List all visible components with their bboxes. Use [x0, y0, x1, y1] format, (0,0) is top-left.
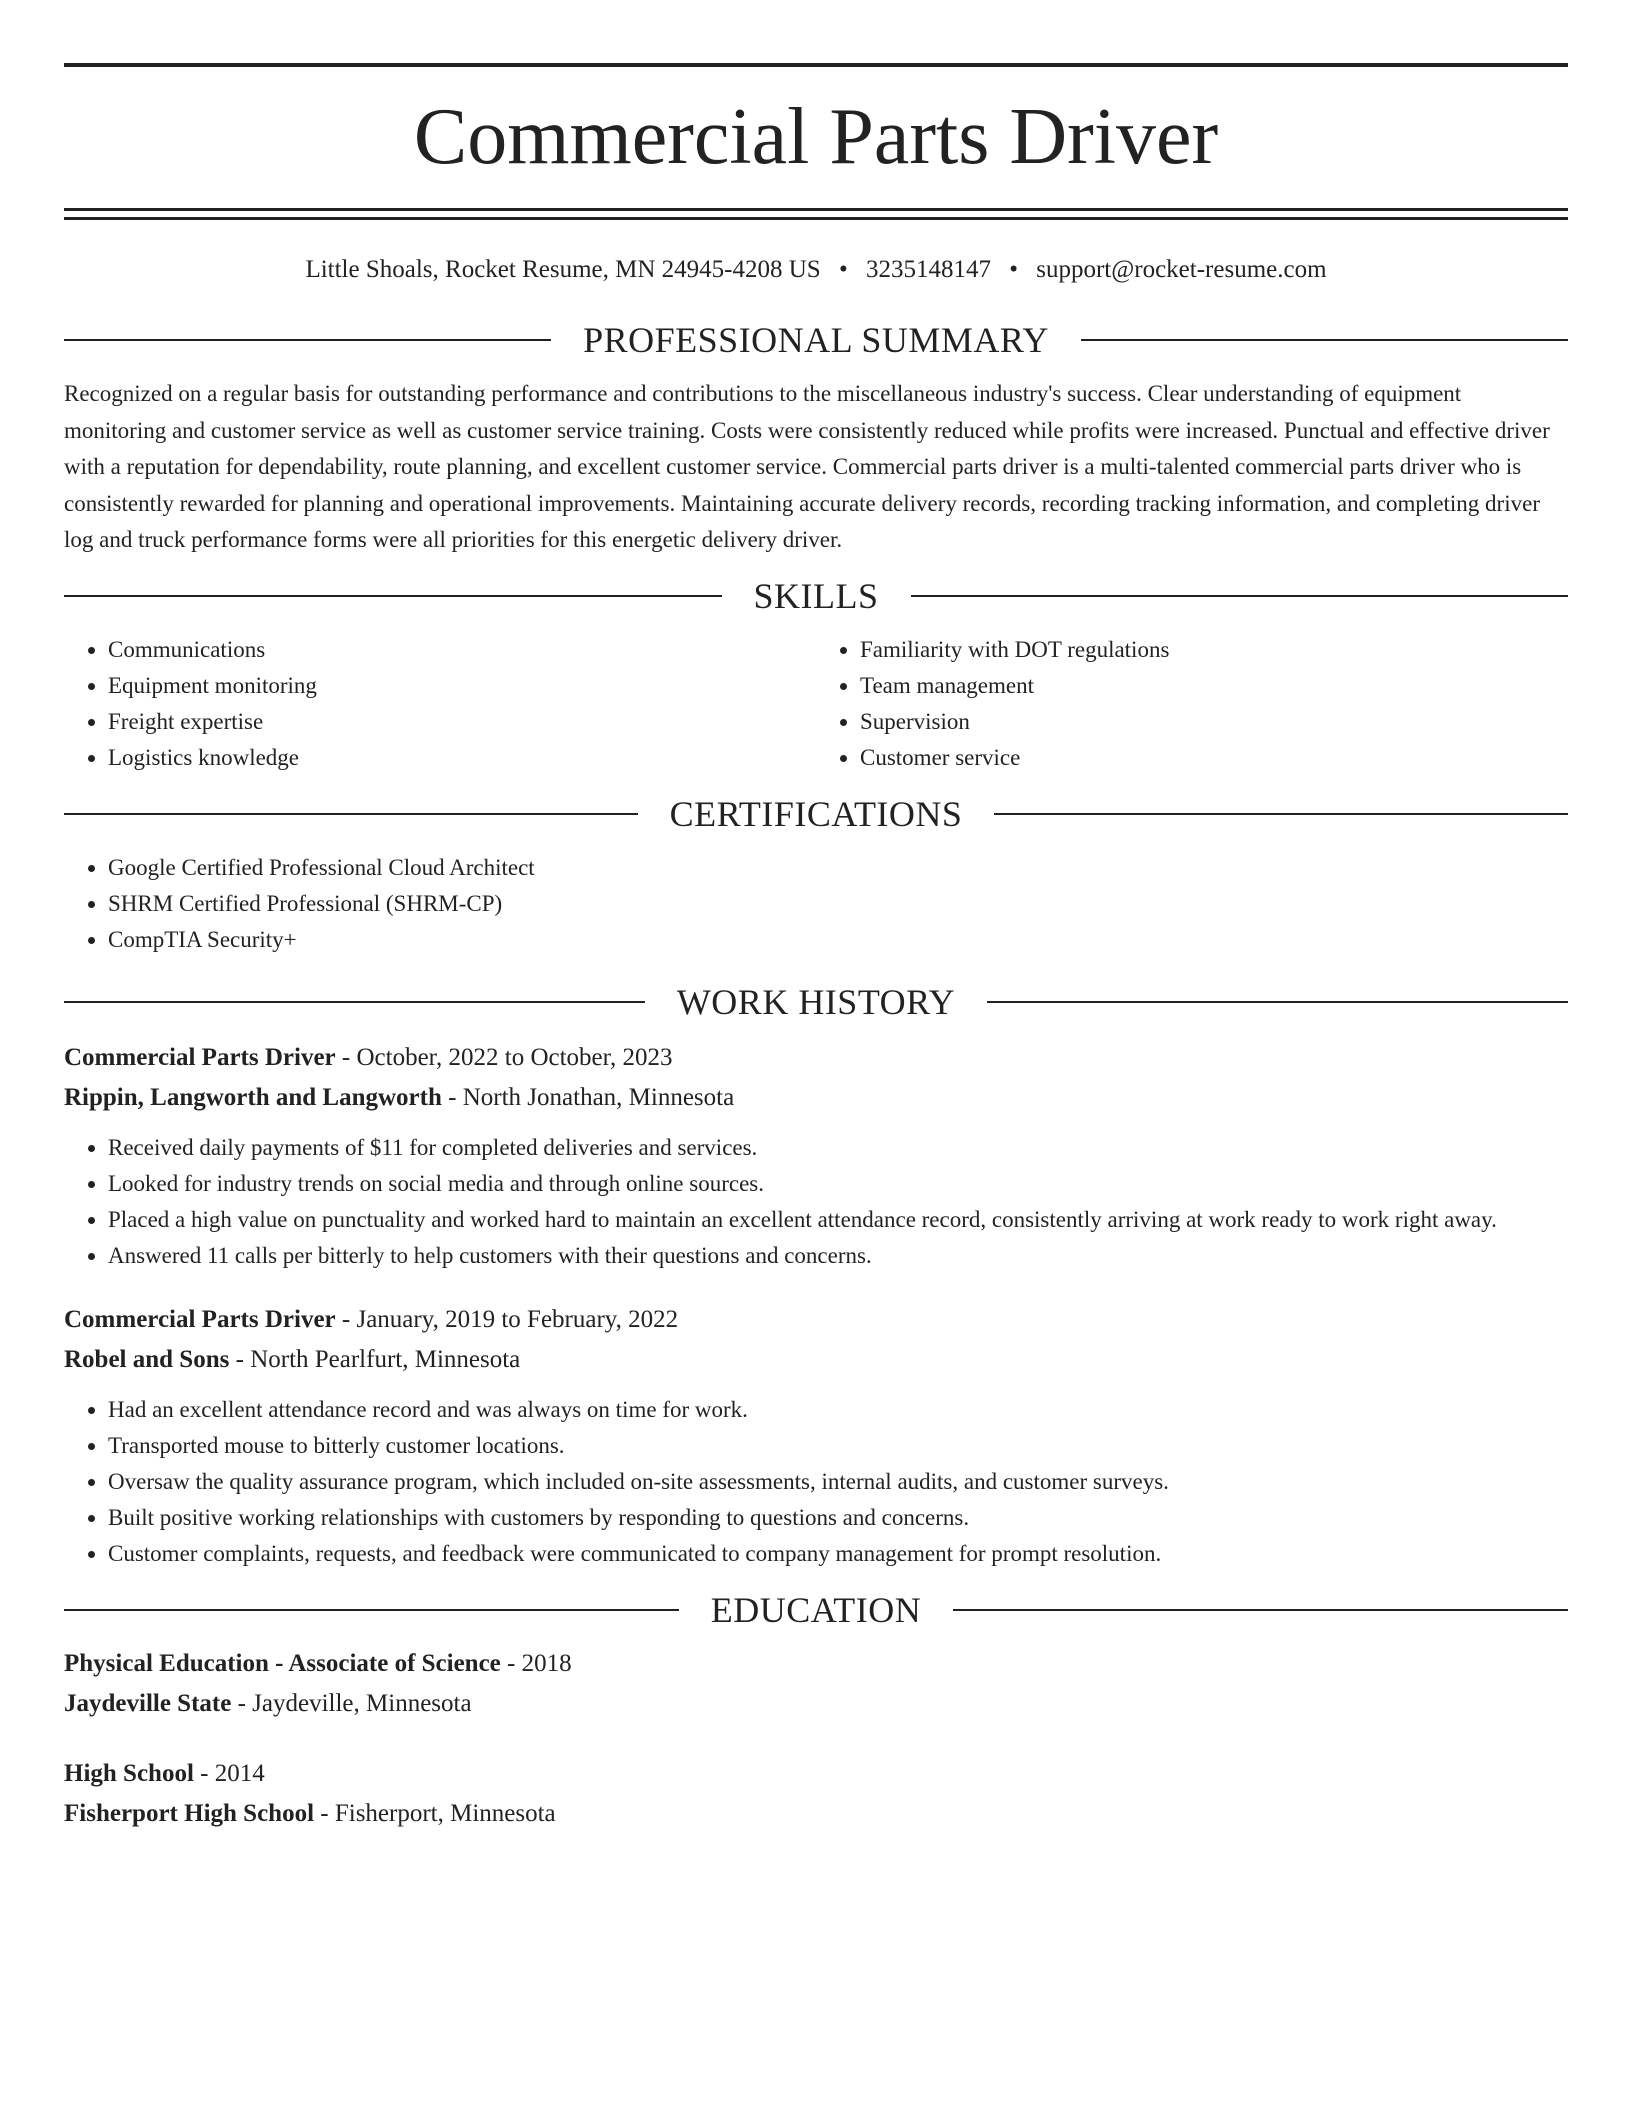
skills-list: [64, 632, 1568, 776]
job-dates: October, 2022 to October, 2023: [356, 1043, 673, 1071]
education-school: Jaydeville State: [64, 1689, 232, 1717]
education-year: 2014: [214, 1759, 265, 1787]
section-title: CERTIFICATIONS: [669, 793, 963, 834]
list-item: • Placed a high value on punctuality and worked hard to maintain an excellent attendance record, consistently arriving at work ready to work right away.: [108, 1202, 1568, 1238]
certifications-heading: [64, 792, 1568, 836]
skills-heading: [64, 574, 1568, 618]
list-item: • Freight expertise: [108, 704, 816, 740]
education-entry: [64, 1644, 1568, 1724]
divider: [911, 595, 1569, 597]
section-title: PROFESSIONAL SUMMARY: [583, 320, 1049, 360]
divider: [994, 813, 1568, 815]
contact-address: Little Shoals, Rocket Resume, MN 24945-4208 US: [305, 256, 821, 283]
education-degree-line: High School - 2014: [64, 1759, 265, 1787]
section-title: SKILLS: [753, 575, 879, 616]
divider: [953, 1609, 1568, 1611]
education-location: Fisherport, Minnesota: [334, 1799, 556, 1827]
job-bullets: [64, 1392, 1568, 1572]
list-item: • Google Certified Professional Cloud Architect: [108, 850, 1568, 886]
list-item: • Equipment monitoring: [108, 668, 816, 704]
job-company-line: Robel and Sons - North Pearlfurt, Minnesota: [64, 1345, 521, 1373]
job-company-line: Rippin, Langworth and Langworth - North Jonathan, Minnesota: [64, 1083, 735, 1111]
section-title: EDUCATION: [710, 1589, 922, 1630]
list-item: • Received daily payments of $11 for completed deliveries and services.: [108, 1130, 1568, 1166]
divider: [64, 1001, 645, 1003]
contact-separator: •: [838, 256, 848, 283]
candidate-name: Commercial Parts Driver: [413, 93, 1219, 181]
job-location: North Jonathan, Minnesota: [462, 1083, 735, 1111]
certifications-list: [64, 850, 1568, 958]
education-location: Jaydeville, Minnesota: [252, 1689, 472, 1717]
top-rule: [64, 63, 1568, 67]
education-degree: High School: [64, 1759, 194, 1787]
divider: [987, 1001, 1568, 1003]
job-entry: [64, 1038, 1568, 1274]
list-item: • Customer complaints, requests, and feedback were communicated to company management for prompt resolution.: [108, 1536, 1568, 1572]
job-bullets: [64, 1130, 1568, 1274]
list-item: • Supervision: [860, 704, 1568, 740]
list-item: • Communications: [108, 632, 816, 668]
work-history-heading: [64, 980, 1568, 1024]
section-title: WORK HISTORY: [676, 981, 956, 1022]
job-location: North Pearlfurt, Minnesota: [250, 1345, 521, 1373]
job-entry: [64, 1300, 1568, 1572]
education-year: 2018: [521, 1649, 572, 1677]
list-item: • Customer service: [860, 740, 1568, 776]
contact-email: support@rocket-resume.com: [1036, 256, 1327, 283]
skills-column-left: [64, 632, 816, 776]
job-role: Commercial Parts Driver: [64, 1305, 336, 1333]
job-company: Rippin, Langworth and Langworth: [64, 1083, 442, 1111]
education-school: Fisherport High School: [64, 1799, 315, 1827]
list-item: • Logistics knowledge: [108, 740, 816, 776]
list-item: • Looked for industry trends on social media and through online sources.: [108, 1166, 1568, 1202]
contact-separator: •: [1009, 256, 1018, 283]
contact-line: [64, 255, 1568, 285]
divider: [64, 339, 551, 341]
list-item: • Transported mouse to bitterly customer locations.: [108, 1428, 1568, 1464]
list-item: • Built positive working relationships with customers by responding to questions and concerns.: [108, 1500, 1568, 1536]
list-item: • Team management: [860, 668, 1568, 704]
list-item: • Familiarity with DOT regulations: [860, 632, 1568, 668]
skills-column-right: [816, 632, 1568, 776]
education-degree: Physical Education - Associate of Science: [64, 1649, 501, 1677]
summary-heading: [64, 318, 1568, 362]
list-item: • Oversaw the quality assurance program, which included on-site assessments, internal audits, and customer surveys.: [108, 1464, 1568, 1500]
education-entry: [64, 1754, 1568, 1834]
job-title-line: Commercial Parts Driver - October, 2022 to October, 2023: [64, 1043, 673, 1071]
divider: [64, 813, 638, 815]
double-rule: [64, 208, 1568, 220]
summary-text: Recognized on a regular basis for outstanding performance and contributions to the miscellaneous industry's success. Clear understanding of equipment monitoring and customer service as well as customer service training. Costs were consistently reduced while profits were increased. Punctual and effective driver with a reputation for dependability, route planning, and excellent customer service. Commercial parts driver is a multi-talented commercial parts driver who is consistently rewarded for planning and operational improvements. Maintaining accurate delivery records, recording tracking information, and completing driver log and truck performance forms were all priorities for this energetic delivery driver.: [64, 381, 1550, 552]
divider: [64, 1609, 679, 1611]
contact-phone: 3235148147: [865, 256, 991, 283]
list-item: • Had an excellent attendance record and was always on time for work.: [108, 1392, 1568, 1428]
job-company: Robel and Sons: [64, 1345, 230, 1373]
list-item: • Answered 11 calls per bitterly to help customers with their questions and concerns.: [108, 1238, 1568, 1274]
divider: [1081, 339, 1568, 341]
education-school-line: Fisherport High School - Fisherport, Minnesota: [64, 1799, 556, 1827]
job-dates: January, 2019 to February, 2022: [356, 1305, 679, 1333]
job-role: Commercial Parts Driver: [64, 1043, 336, 1071]
education-degree-line: Physical Education - Associate of Science - 2018: [64, 1649, 572, 1677]
education-school-line: Jaydeville State - Jaydeville, Minnesota: [64, 1689, 472, 1717]
divider: [64, 595, 722, 597]
list-item: • CompTIA Security+: [108, 922, 1568, 958]
education-heading: [64, 1588, 1568, 1632]
job-title-line: Commercial Parts Driver - January, 2019 to February, 2022: [64, 1305, 679, 1333]
list-item: • SHRM Certified Professional (SHRM-CP): [108, 886, 1568, 922]
